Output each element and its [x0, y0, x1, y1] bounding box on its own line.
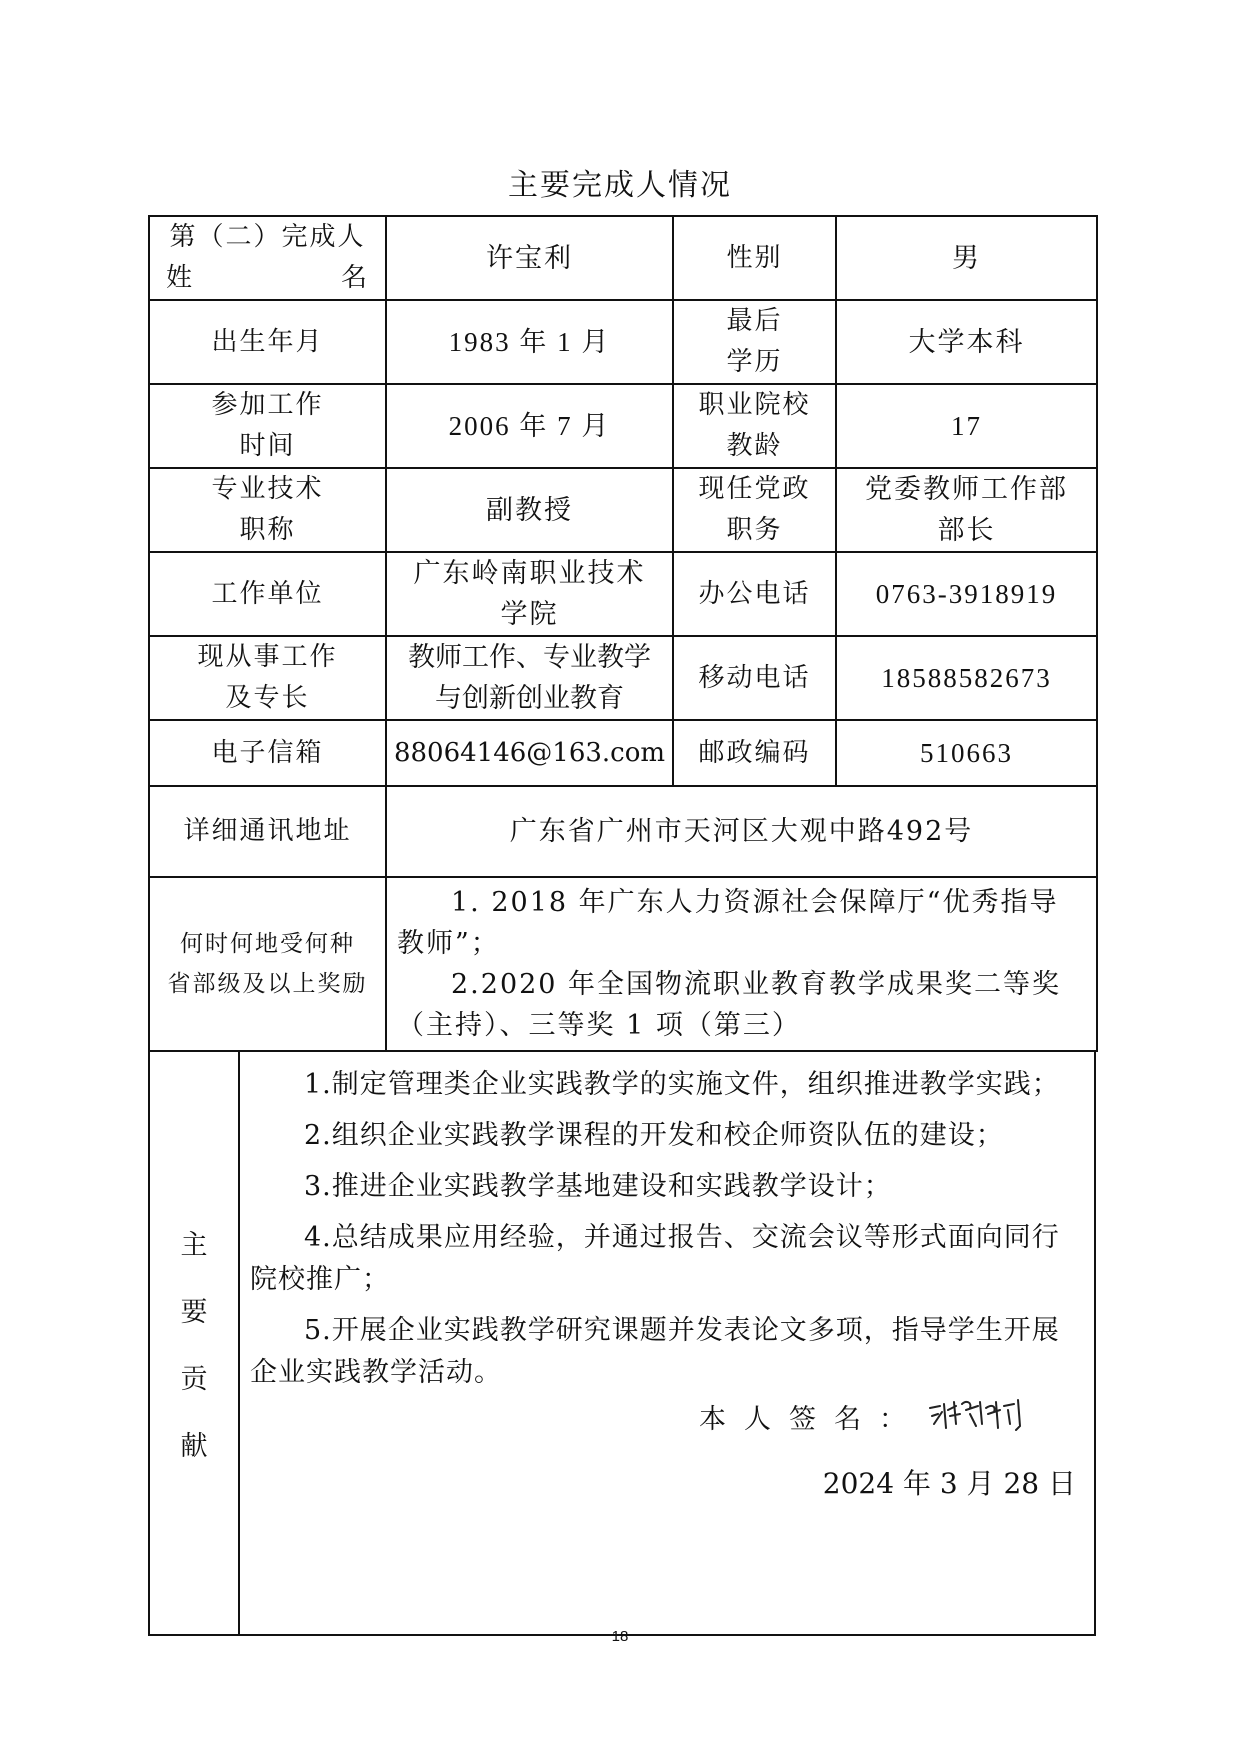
award-item: 2.2020 年全国物流职业教育教学成果奖二等奖（主持）、三等奖 1 项（第三） — [397, 969, 1062, 1041]
row-awards — [149, 877, 1097, 1051]
name-label-line2: 姓 名 — [166, 263, 369, 293]
name-label — [149, 216, 386, 300]
award-item: 1. 2018 年广东人力资源社会保障厅“优秀指导教师”； — [397, 887, 1059, 959]
name-label-line1: 第（二）完成人 — [169, 222, 366, 252]
row-work-start — [149, 384, 1097, 468]
info-table — [148, 215, 1098, 1052]
birth-value: 1983 年 1 月 — [386, 300, 673, 384]
mobile-value: 18588582673 — [836, 636, 1097, 720]
email-label: 电子信箱 — [149, 720, 386, 786]
page-title: 主要完成人情况 — [508, 168, 732, 203]
page-number: 18 — [611, 1628, 629, 1645]
prof-title-label: 专业技术 职称 — [149, 468, 386, 552]
office-phone-label: 办公电话 — [673, 552, 836, 636]
gender-value: 男 — [836, 216, 1097, 300]
row-title — [149, 468, 1097, 552]
unit-label: 工作单位 — [149, 552, 386, 636]
contribution-item: 2.组织企业实践教学课程的开发和校企师资队伍的建设； — [304, 1120, 1004, 1151]
awards-label: 何时何地受何种 省部级及以上奖励 — [149, 877, 386, 1051]
specialty-label: 现从事工作 及专长 — [149, 636, 386, 720]
office-phone-value: 0763-3918919 — [836, 552, 1097, 636]
gender-label: 性别 — [673, 216, 836, 300]
prof-title-value: 副教授 — [386, 468, 673, 552]
name-value: 许宝利 — [386, 216, 673, 300]
contribution-item: 3.推进企业实践教学基地建设和实践教学设计； — [304, 1171, 892, 1202]
mobile-label: 移动电话 — [673, 636, 836, 720]
post-value: 党委教师工作部 部长 — [836, 468, 1097, 552]
postcode-label: 邮政编码 — [673, 720, 836, 786]
row-unit — [149, 552, 1097, 636]
teaching-years-label: 职业院校 教龄 — [673, 384, 836, 468]
work-start-value: 2006 年 7 月 — [386, 384, 673, 468]
teaching-years-value: 17 — [836, 384, 1097, 468]
handwritten-signature — [926, 1394, 1036, 1438]
contribution-item: 4.总结成果应用经验，并通过报告、交流会议等形式面向同行院校推广； — [250, 1222, 1060, 1295]
email-value: 88064146@163.com — [386, 720, 673, 786]
birth-label: 出生年月 — [149, 300, 386, 384]
row-email — [149, 720, 1097, 786]
address-value: 广东省广州市天河区大观中路492号 — [386, 786, 1097, 877]
awards-value — [386, 877, 1097, 1051]
work-start-label: 参加工作 时间 — [149, 384, 386, 468]
form-frame — [148, 215, 1096, 1605]
postcode-value: 510663 — [836, 720, 1097, 786]
signature-line — [699, 1394, 1036, 1438]
contribution-item: 5.开展企业实践教学研究课题并发表论文多项，指导学生开展企业实践教学活动。 — [250, 1315, 1060, 1388]
contribution-section — [148, 1052, 1096, 1636]
row-name — [149, 216, 1097, 300]
sign-date: 2024 年 3 月 28 日 — [822, 1467, 1076, 1500]
row-birth — [149, 300, 1097, 384]
address-label: 详细通讯地址 — [149, 786, 386, 877]
edu-value: 大学本科 — [836, 300, 1097, 384]
unit-value: 广东岭南职业技术 学院 — [386, 552, 673, 636]
row-address — [149, 786, 1097, 877]
contribution-item: 1.制定管理类企业实践教学的实施文件，组织推进教学实践； — [304, 1069, 1060, 1100]
edu-label: 最后 学历 — [673, 300, 836, 384]
specialty-value: 教师工作、专业教学 与创新创业教育 — [386, 636, 673, 720]
contribution-label: 主 要 贡 献 — [150, 1052, 240, 1634]
signature-label: 本人签名： — [699, 1403, 924, 1435]
contribution-body — [250, 1064, 1084, 1403]
row-specialty — [149, 636, 1097, 720]
post-label: 现任党政 职务 — [673, 468, 836, 552]
